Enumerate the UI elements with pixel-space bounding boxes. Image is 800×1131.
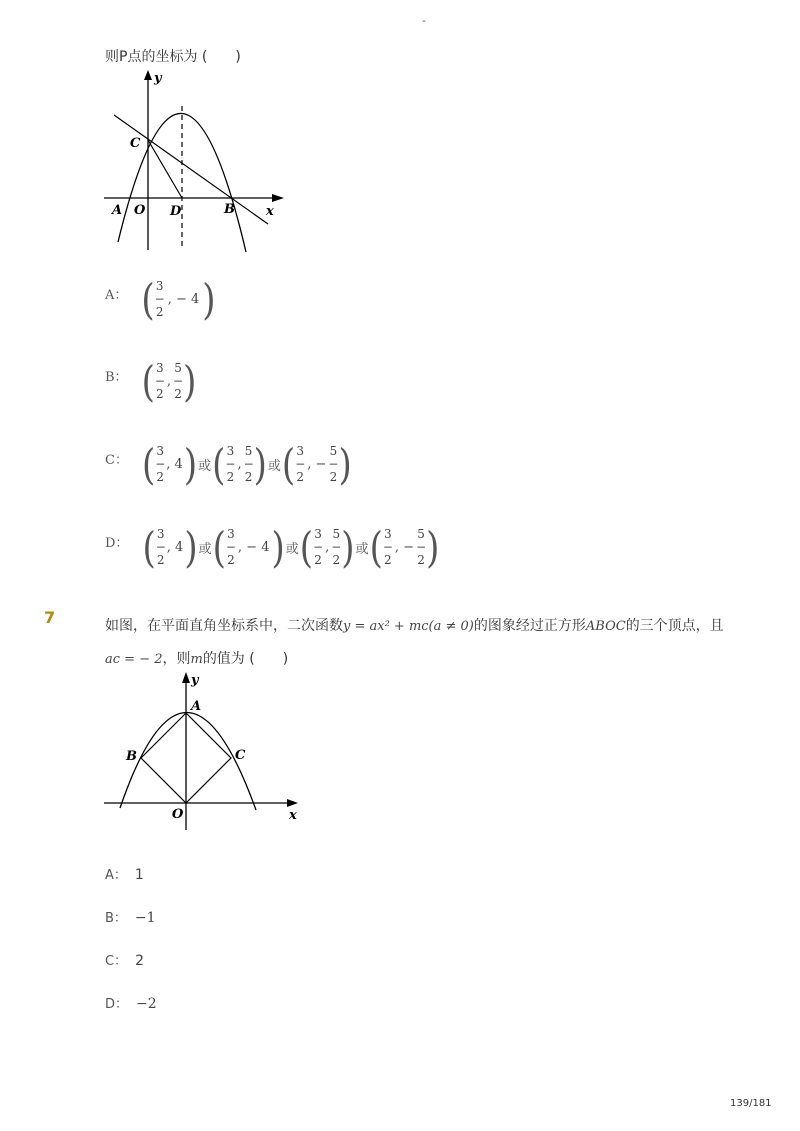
math-condition: ac = − 2 — [105, 652, 163, 667]
q6-x-arrow — [272, 194, 284, 202]
option-letter: D： — [105, 997, 129, 1012]
q7-y-arrow — [182, 672, 190, 683]
q7-figure — [100, 670, 310, 830]
q7-stem-line1: 如图，在平面直角坐标系中，二次函数y = ax² + mc(a ≠ 0)的图象经过正方形ABOC的三个顶点，且 — [105, 618, 724, 634]
option-value: −2 — [136, 996, 157, 1012]
option-value: 2 — [135, 953, 144, 969]
math-m: m — [190, 652, 203, 667]
or-connector: 或 — [267, 459, 281, 474]
q6-option-d[interactable]: D： ( 3 − 2 , 4 ) 或 ( 3 − 2 , − 4 ) 或 ( 3 − 2 , 5 − 2 ) 或 ( 3 − 2 , − 5 − 2 ) — [105, 522, 440, 573]
q6-segment-cd — [148, 140, 182, 198]
q6-label-x: x — [266, 204, 274, 219]
q6-label-a: A — [112, 203, 123, 218]
q7-option-d[interactable] — [105, 993, 157, 1012]
question-number: 7 — [44, 608, 56, 627]
or-connector: 或 — [198, 542, 212, 557]
q7-label-a: A — [191, 699, 202, 714]
q6-stem: 则P点的坐标为 ( ) — [105, 49, 241, 65]
q6-option-a[interactable]: A： ( 3 − 2 , − 4 ) — [105, 274, 216, 325]
or-connector: 或 — [355, 542, 369, 557]
option-letter: B： — [105, 370, 128, 385]
fraction: 3 − 2 — [225, 444, 236, 484]
q6-option-c[interactable]: C： ( 3 − 2 , 4 ) 或 ( 3 − 2 , 5 − 2 ) 或 ( 3 − 2 , − 5 − 2 ) — [105, 439, 352, 490]
q6-label-c: C — [130, 136, 141, 151]
option-letter: A： — [105, 288, 128, 303]
fraction: 5 − 2 — [328, 444, 339, 484]
q7-stem-line2: ac = − 2，则m的值为 ( ) — [105, 651, 289, 667]
q6-option-b[interactable]: B： ( 3 − 2 , 5 − 2 ) — [105, 356, 197, 407]
fraction: 5 − 2 — [331, 527, 342, 567]
option-value: −1 — [134, 910, 156, 926]
fraction: 3 − 2 — [155, 444, 166, 484]
fraction: 3 − 2 — [225, 527, 236, 567]
q7-label-b: B — [126, 749, 137, 764]
option-letter: C： — [105, 453, 128, 468]
option-letter: A： — [105, 868, 127, 883]
q6-label-d: D — [170, 204, 182, 219]
q7-x-arrow — [287, 799, 298, 807]
q6-label-o: O — [134, 203, 146, 218]
fraction: 3 − 2 — [382, 527, 393, 567]
fraction: 5 − 2 — [173, 361, 184, 401]
q7-option-a[interactable] — [105, 864, 144, 883]
fraction: 3 − 2 — [154, 279, 165, 319]
math-function: y = ax² + mc(a ≠ 0) — [343, 619, 474, 634]
option-letter: D： — [105, 536, 129, 551]
q6-figure — [100, 68, 290, 258]
q7-label-y: y — [191, 673, 199, 688]
page-number: 139/181 — [730, 1098, 772, 1109]
fraction: 3 − 2 — [295, 444, 306, 484]
header-dash: - — [422, 14, 426, 27]
fraction: 3 − 2 — [154, 361, 165, 401]
fraction: 5 − 2 — [416, 527, 427, 567]
q6-label-y: y — [154, 71, 162, 86]
fraction: 5 − 2 — [243, 444, 254, 484]
option-letter: C： — [105, 954, 128, 969]
option-value: 1 — [134, 867, 144, 883]
or-connector: 或 — [285, 542, 299, 557]
q7-option-c[interactable] — [105, 950, 144, 969]
math-square-name: ABOC — [585, 619, 626, 634]
option-letter: B： — [105, 911, 127, 926]
q7-label-x: x — [289, 808, 297, 823]
q6-y-arrow — [144, 70, 152, 80]
fraction: 3 − 2 — [313, 527, 324, 567]
fraction: 3 − 2 — [155, 527, 166, 567]
or-connector: 或 — [198, 459, 212, 474]
q7-option-b[interactable] — [105, 907, 156, 926]
q6-label-b: B — [224, 202, 235, 217]
q7-label-o: O — [172, 807, 184, 822]
q7-label-c: C — [235, 748, 246, 763]
